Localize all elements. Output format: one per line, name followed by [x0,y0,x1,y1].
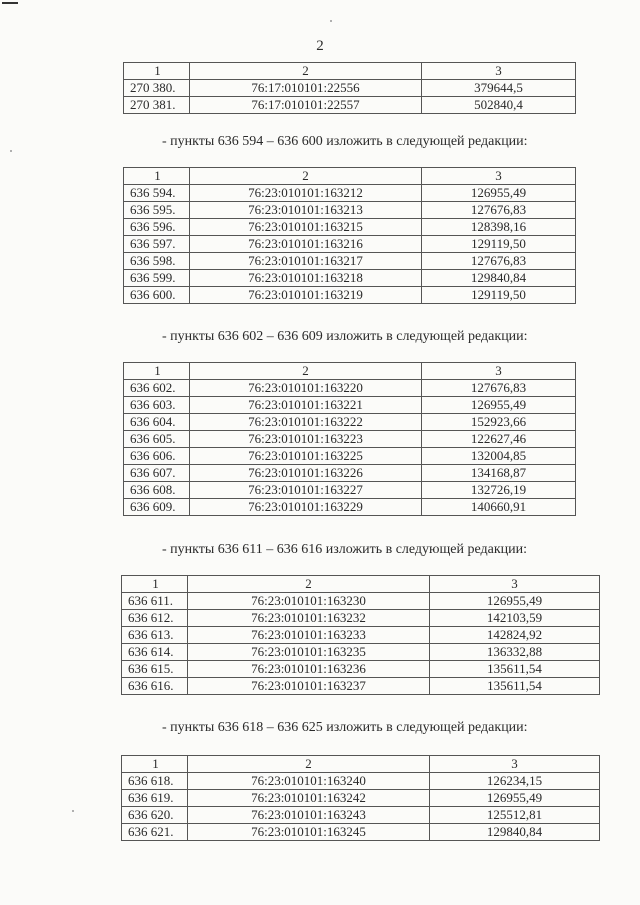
column-header-1: 1 [124,363,190,380]
cadastral-value: 126955,49 [430,593,600,610]
table-row [124,253,576,270]
cadastral-number: 76:23:010101:163226 [190,465,422,482]
column-header-3: 3 [430,756,600,773]
section-caption: - пункты 636 594 – 636 600 изложить в следующей редакции: [162,134,528,149]
table-row [122,807,600,824]
cadastral-value: 127676,83 [422,253,576,270]
cadastral-value: 129840,84 [430,824,600,841]
item-number: 636 607. [124,465,190,482]
item-number: 636 608. [124,482,190,499]
column-header-1: 1 [122,756,188,773]
section-caption: - пункты 636 611 – 636 616 изложить в следующей редакции: [162,542,528,557]
registry-table-4 [121,575,600,695]
table-header-row [124,363,576,380]
table-header-row [122,756,600,773]
item-number: 636 602. [124,380,190,397]
table-row [124,287,576,304]
table-row [124,465,576,482]
item-number: 636 604. [124,414,190,431]
table-row [122,644,600,661]
cadastral-value: 126955,49 [422,397,576,414]
item-number: 636 603. [124,397,190,414]
item-number: 636 613. [122,627,188,644]
item-number: 636 605. [124,431,190,448]
cadastral-value: 128398,16 [422,219,576,236]
cadastral-value: 502840,4 [422,97,576,114]
item-number: 636 595. [124,202,190,219]
table-header-row [124,168,576,185]
column-header-2: 2 [190,63,422,80]
table-row [124,499,576,516]
registry-table-3 [123,362,576,516]
item-number: 636 618. [122,773,188,790]
cadastral-number: 76:23:010101:163217 [190,253,422,270]
cadastral-value: 127676,83 [422,380,576,397]
table-row [124,219,576,236]
cadastral-number: 76:23:010101:163240 [188,773,430,790]
cadastral-number: 76:23:010101:163245 [188,824,430,841]
column-header-2: 2 [190,168,422,185]
table-row [122,593,600,610]
table-row [122,773,600,790]
item-number: 636 612. [122,610,188,627]
cadastral-number: 76:23:010101:163243 [188,807,430,824]
cadastral-number: 76:23:010101:163221 [190,397,422,414]
column-header-3: 3 [430,576,600,593]
page-number: 2 [316,38,324,54]
cadastral-number: 76:23:010101:163236 [188,661,430,678]
item-number: 270 380. [124,80,190,97]
cadastral-value: 126234,15 [430,773,600,790]
cadastral-value: 132726,19 [422,482,576,499]
table-row [122,661,600,678]
cadastral-number: 76:23:010101:163220 [190,380,422,397]
cadastral-number: 76:23:010101:163227 [190,482,422,499]
column-header-1: 1 [122,576,188,593]
table-row [124,236,576,253]
scan-mark [2,2,18,4]
cadastral-value: 126955,49 [430,790,600,807]
cadastral-number: 76:23:010101:163229 [190,499,422,516]
cadastral-number: 76:23:010101:163212 [190,185,422,202]
item-number: 636 616. [122,678,188,695]
cadastral-number: 76:23:010101:163233 [188,627,430,644]
item-number: 636 599. [124,270,190,287]
column-header-2: 2 [190,363,422,380]
section-caption: - пункты 636 602 – 636 609 изложить в следующей редакции: [162,329,528,344]
cadastral-number: 76:23:010101:163230 [188,593,430,610]
cadastral-value: 126955,49 [422,185,576,202]
table-row [124,380,576,397]
item-number: 636 620. [122,807,188,824]
column-header-3: 3 [422,363,576,380]
item-number: 636 594. [124,185,190,202]
item-number: 636 615. [122,661,188,678]
scan-speck [72,810,74,812]
cadastral-value: 122627,46 [422,431,576,448]
cadastral-number: 76:23:010101:163232 [188,610,430,627]
cadastral-value: 135611,54 [430,678,600,695]
section-caption: - пункты 636 618 – 636 625 изложить в следующей редакции: [162,720,528,735]
cadastral-value: 132004,85 [422,448,576,465]
cadastral-value: 129119,50 [422,287,576,304]
table-row [122,610,600,627]
item-number: 636 621. [122,824,188,841]
registry-table-1 [123,62,576,114]
item-number: 636 600. [124,287,190,304]
item-number: 636 596. [124,219,190,236]
table-row [122,790,600,807]
column-header-3: 3 [422,63,576,80]
cadastral-number: 76:23:010101:163215 [190,219,422,236]
registry-table-5 [121,755,600,841]
item-number: 636 611. [122,593,188,610]
table-row [124,448,576,465]
cadastral-value: 140660,91 [422,499,576,516]
cadastral-number: 76:23:010101:163216 [190,236,422,253]
item-number: 636 614. [122,644,188,661]
table-row [124,270,576,287]
table-row [124,397,576,414]
cadastral-number: 76:23:010101:163222 [190,414,422,431]
cadastral-number: 76:17:010101:22556 [190,80,422,97]
cadastral-number: 76:23:010101:163218 [190,270,422,287]
cadastral-value: 142824,92 [430,627,600,644]
column-header-2: 2 [188,576,430,593]
cadastral-value: 129840,84 [422,270,576,287]
scan-speck [330,20,332,22]
item-number: 636 619. [122,790,188,807]
cadastral-number: 76:23:010101:163242 [188,790,430,807]
cadastral-value: 379644,5 [422,80,576,97]
cadastral-number: 76:17:010101:22557 [190,97,422,114]
cadastral-number: 76:23:010101:163223 [190,431,422,448]
scan-speck [10,150,12,152]
cadastral-value: 135611,54 [430,661,600,678]
cadastral-number: 76:23:010101:163219 [190,287,422,304]
cadastral-number: 76:23:010101:163235 [188,644,430,661]
cadastral-value: 142103,59 [430,610,600,627]
column-header-1: 1 [124,168,190,185]
table-header-row [122,576,600,593]
column-header-1: 1 [124,63,190,80]
table-row [122,627,600,644]
table-row [122,824,600,841]
cadastral-value: 127676,83 [422,202,576,219]
cadastral-value: 136332,88 [430,644,600,661]
table-row [124,431,576,448]
cadastral-number: 76:23:010101:163225 [190,448,422,465]
table-row [124,185,576,202]
item-number: 636 597. [124,236,190,253]
item-number: 636 609. [124,499,190,516]
registry-table-2 [123,167,576,304]
table-header-row [124,63,576,80]
table-row [124,202,576,219]
cadastral-value: 129119,50 [422,236,576,253]
cadastral-value: 125512,81 [430,807,600,824]
cadastral-number: 76:23:010101:163237 [188,678,430,695]
column-header-3: 3 [422,168,576,185]
cadastral-value: 152923,66 [422,414,576,431]
item-number: 270 381. [124,97,190,114]
table-row [124,80,576,97]
item-number: 636 606. [124,448,190,465]
table-row [122,678,600,695]
cadastral-number: 76:23:010101:163213 [190,202,422,219]
table-row [124,482,576,499]
table-row [124,97,576,114]
cadastral-value: 134168,87 [422,465,576,482]
table-row [124,414,576,431]
item-number: 636 598. [124,253,190,270]
column-header-2: 2 [188,756,430,773]
